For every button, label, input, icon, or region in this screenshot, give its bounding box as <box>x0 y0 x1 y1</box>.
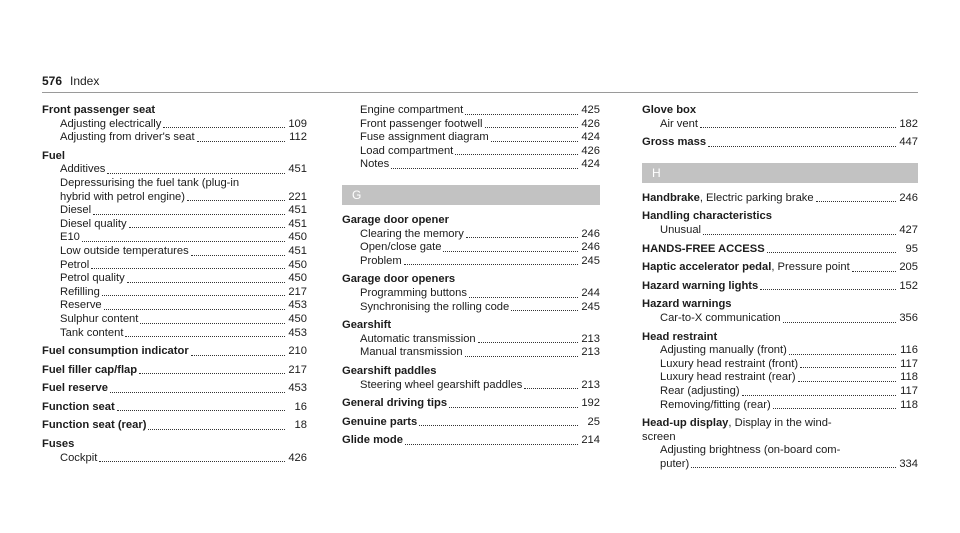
subentry-row <box>642 118 918 132</box>
subentry-row <box>342 255 600 269</box>
index-entry <box>642 261 918 275</box>
dot-leader <box>125 336 285 337</box>
page-ref: 453 <box>288 326 307 339</box>
subentry-text: Clearing the memory <box>360 227 464 240</box>
dot-leader <box>700 127 896 128</box>
page-ref: 426 <box>581 117 600 130</box>
subentry-text: Unusual <box>660 223 702 236</box>
subentry-text: Front passenger footwell <box>360 117 483 130</box>
dot-leader <box>742 395 896 396</box>
entry-heading: Handbrake <box>642 191 700 204</box>
page-ref: 109 <box>288 117 307 130</box>
entry-row <box>642 280 918 294</box>
entry-text <box>42 345 189 359</box>
entry-row <box>342 434 600 448</box>
subentry-row <box>342 346 600 360</box>
subentry-text: Petrol <box>60 258 90 271</box>
subentry-text: Fuse assignment diagram <box>360 131 489 144</box>
index-entry <box>642 243 918 257</box>
dot-leader <box>511 310 578 311</box>
subentry-row <box>342 131 600 145</box>
dot-leader <box>816 201 896 202</box>
dot-leader <box>117 410 285 411</box>
page-ref: 118 <box>900 398 918 411</box>
entry-heading: Fuel <box>42 149 65 162</box>
dot-leader <box>191 255 285 256</box>
index-entry <box>342 397 600 411</box>
dot-leader <box>783 322 896 323</box>
subentry-row <box>642 358 918 372</box>
subentry-row <box>642 312 918 326</box>
page-ref: 116 <box>900 344 918 357</box>
entry-heading: Genuine parts <box>342 415 418 428</box>
subentry-row <box>42 452 307 466</box>
entry-heading: Glove box <box>642 104 697 116</box>
page-ref: 217 <box>288 363 307 376</box>
dot-leader <box>391 168 578 169</box>
dot-leader <box>404 264 578 265</box>
page-ref: 18 <box>294 419 307 432</box>
page-ref: 182 <box>899 117 918 130</box>
letter-divider: G <box>342 185 600 205</box>
entry-heading: Garage door openers <box>342 273 456 286</box>
subentry-row <box>642 399 918 413</box>
dot-leader <box>469 297 578 298</box>
dot-leader <box>99 461 285 462</box>
dot-leader <box>129 227 285 228</box>
entry-heading: Haptic accelerator pedal <box>642 261 772 274</box>
entry-heading-line <box>342 319 600 333</box>
entry-text <box>42 382 108 396</box>
page-ref: 213 <box>581 378 600 391</box>
entry-text <box>642 280 758 294</box>
entry-row <box>642 243 918 257</box>
index-entry <box>42 150 307 340</box>
subentry-row <box>642 385 918 399</box>
entry-heading-suffix: , Display in the wind- <box>728 417 832 430</box>
page-ref: 356 <box>899 311 918 324</box>
subentry-row <box>42 327 307 341</box>
subentry-text: E10 <box>60 231 80 244</box>
dot-leader <box>93 214 285 215</box>
entry-text <box>642 192 814 206</box>
subentry-text: Adjusting brightness (on-board com- <box>660 444 841 457</box>
dot-leader <box>110 392 285 393</box>
subentry-text: Additives <box>60 163 106 176</box>
entry-row <box>642 192 918 206</box>
subentry-row <box>342 145 600 159</box>
index-entry <box>42 382 307 396</box>
dot-leader <box>140 323 285 324</box>
page-ref: 451 <box>288 163 307 176</box>
entry-heading: Fuel consumption indicator <box>42 345 189 358</box>
entry-text <box>42 419 146 433</box>
dot-leader <box>197 141 285 142</box>
dot-leader <box>760 289 896 290</box>
index-entry <box>42 438 307 465</box>
entry-heading: Hazard warnings <box>642 298 732 311</box>
index-entry <box>642 298 918 325</box>
dot-leader <box>485 127 578 128</box>
index-entry <box>342 365 600 392</box>
page-ref: 213 <box>581 332 600 345</box>
dot-leader <box>767 252 896 253</box>
dot-leader <box>104 309 285 310</box>
entry-text <box>342 397 447 411</box>
page-ref: 451 <box>288 244 307 257</box>
page-ref: 450 <box>288 258 307 271</box>
page-ref: 117 <box>900 357 918 370</box>
entry-heading-line <box>642 298 918 312</box>
page-ref: 451 <box>288 204 307 217</box>
page-ref: 450 <box>288 231 307 244</box>
subentry-text: Adjusting from driver's seat <box>60 131 195 144</box>
entry-heading: Fuel reserve <box>42 382 108 395</box>
page-ref: 16 <box>294 400 307 413</box>
index-entry <box>342 416 600 430</box>
dot-leader <box>466 237 578 238</box>
entry-heading: Function seat (rear) <box>42 419 147 432</box>
page-ref: 221 <box>288 190 307 203</box>
page-ref: 112 <box>289 131 307 144</box>
subentry-text: Load compartment <box>360 144 454 157</box>
subentry-text: Petrol quality <box>60 272 125 285</box>
entry-heading: Head restraint <box>642 330 718 343</box>
entry-heading-continuation: screen <box>642 430 676 443</box>
dot-leader <box>708 146 896 147</box>
dot-leader <box>82 241 285 242</box>
page-ref: 117 <box>900 384 918 397</box>
subentry-text: Depressurising the fuel tank (plug-in <box>60 176 240 189</box>
subentry-text: hybrid with petrol engine) <box>60 190 185 203</box>
header-rule <box>42 92 918 93</box>
subentry-row <box>42 313 307 327</box>
entry-heading: Head-up display <box>642 417 729 430</box>
subentry-text: Notes <box>360 158 390 171</box>
entry-row <box>642 261 918 275</box>
index-entry <box>42 345 307 359</box>
subentry-text: Refilling <box>60 285 100 298</box>
subentry-text: Air vent <box>660 117 698 130</box>
subentry-text: Luxury head restraint (rear) <box>660 371 796 384</box>
subentry-text: Automatic transmission <box>360 332 476 345</box>
subentry-row <box>342 301 600 315</box>
page-ref: 453 <box>288 382 307 395</box>
page-ref: 424 <box>581 158 600 171</box>
subentry-row <box>342 333 600 347</box>
entry-heading: General driving tips <box>342 397 448 410</box>
page-ref: 451 <box>288 217 307 230</box>
entry-text <box>342 434 403 448</box>
subentry-row <box>342 228 600 242</box>
subentry-text: Car-to-X communication <box>660 311 781 324</box>
page-ref: 205 <box>899 261 918 274</box>
entry-heading: Hazard warning lights <box>642 279 759 292</box>
index-entry <box>642 280 918 294</box>
subentry-text: Cockpit <box>60 451 98 464</box>
subentry-row <box>42 231 307 245</box>
subentry-text: Adjusting manually (front) <box>660 344 787 357</box>
subentry-text: Low outside temperatures <box>60 244 189 257</box>
subentry-text: Programming buttons <box>360 286 467 299</box>
entry-heading: Front passenger seat <box>42 104 156 116</box>
subentry-row <box>642 458 918 472</box>
entry-heading-line <box>342 273 600 287</box>
dot-leader <box>465 356 578 357</box>
dot-leader <box>191 355 285 356</box>
page-ref: 95 <box>905 242 918 255</box>
dot-leader <box>703 234 896 235</box>
subentry-text: Tank content <box>60 326 124 339</box>
subentry-row <box>42 131 307 145</box>
page-ref: 450 <box>288 312 307 325</box>
subentry-text: Manual transmission <box>360 346 463 359</box>
subentry-row <box>42 245 307 259</box>
dot-leader <box>102 295 285 296</box>
page-ref: 246 <box>581 241 600 254</box>
subentry-text: Luxury head restraint (front) <box>660 357 799 370</box>
subentry-text: Rear (adjusting) <box>660 384 740 397</box>
page-ref: 427 <box>899 223 918 236</box>
dot-leader <box>524 388 578 389</box>
subentry-row <box>642 344 918 358</box>
page-ref: 425 <box>581 104 600 116</box>
page-header <box>42 70 918 94</box>
index-entry <box>642 417 918 471</box>
dot-leader <box>91 268 285 269</box>
page-ref: 424 <box>581 131 600 144</box>
entry-heading: Gearshift <box>342 319 392 332</box>
dot-leader <box>798 381 896 382</box>
subentry-row <box>642 371 918 385</box>
dot-leader <box>127 282 285 283</box>
dot-leader <box>465 114 578 115</box>
subentry-text: Steering wheel gearshift paddles <box>360 378 523 391</box>
page-ref: 192 <box>581 397 600 410</box>
subentry-text: Adjusting electrically <box>60 117 162 130</box>
index-entry <box>42 401 307 415</box>
entry-heading-line <box>42 438 307 452</box>
entry-row <box>42 382 307 396</box>
page-ref: 426 <box>581 144 600 157</box>
dot-leader <box>107 173 285 174</box>
entry-text <box>642 261 850 275</box>
entry-row <box>342 397 600 411</box>
dot-leader <box>148 429 285 430</box>
entry-heading-suffix: , Electric parking brake <box>699 191 814 204</box>
subentry-text: Engine compartment <box>360 104 464 116</box>
entry-heading: Handling characteristics <box>642 210 772 223</box>
subentry-row <box>42 204 307 218</box>
index-entry <box>642 210 918 237</box>
dot-leader <box>163 127 285 128</box>
entry-heading: Garage door opener <box>342 213 449 226</box>
subentry-row <box>42 118 307 132</box>
page-ref: 450 <box>288 272 307 285</box>
dot-leader <box>455 154 578 155</box>
dot-leader <box>852 271 896 272</box>
subentry-row <box>42 272 307 286</box>
entry-heading-line <box>342 365 600 379</box>
page-ref: 210 <box>288 345 307 358</box>
page-ref: 25 <box>587 415 600 428</box>
dot-leader <box>478 342 578 343</box>
dot-leader <box>449 407 578 408</box>
index-entry <box>42 419 307 433</box>
subentry-text: Diesel quality <box>60 217 127 230</box>
entry-heading: Function seat <box>42 400 115 413</box>
index-entry <box>342 319 600 360</box>
index-entry <box>42 104 307 145</box>
index-entry <box>342 104 600 172</box>
index-column-3 <box>642 104 918 476</box>
subentry-row <box>42 191 307 205</box>
dot-leader <box>443 251 578 252</box>
page-ref: 118 <box>900 371 918 384</box>
subentry-row <box>342 104 600 118</box>
entry-row <box>42 401 307 415</box>
subentry-text: Problem <box>360 254 402 267</box>
dot-leader <box>789 354 896 355</box>
dot-leader <box>187 200 285 201</box>
entry-heading-line <box>642 210 918 224</box>
subentry-row <box>42 259 307 273</box>
dot-leader <box>800 367 896 368</box>
index-entry <box>342 434 600 448</box>
entry-heading: HANDS-FREE ACCESS <box>642 242 765 255</box>
page-ref: 245 <box>581 254 600 267</box>
entry-heading: Gearshift paddles <box>342 364 437 377</box>
entry-heading-line <box>642 417 918 431</box>
dot-leader <box>691 467 896 468</box>
subentry-row <box>42 163 307 177</box>
entry-text <box>42 364 137 378</box>
entry-text <box>642 136 706 150</box>
subentry-text: Diesel <box>60 204 92 217</box>
entry-heading-line <box>42 150 307 164</box>
index-column-2 <box>342 104 600 453</box>
subentry-row <box>42 286 307 300</box>
page-ref: 447 <box>899 136 918 149</box>
subentry-text: Reserve <box>60 299 102 312</box>
subentry-row <box>342 118 600 132</box>
entry-heading-suffix: , Pressure point <box>771 261 850 274</box>
dot-leader <box>405 444 578 445</box>
entry-heading: Glide mode <box>342 434 403 447</box>
page-ref: 245 <box>581 300 600 313</box>
page-ref: 214 <box>581 434 600 447</box>
page-number: 576 <box>42 74 63 88</box>
dot-leader <box>773 408 896 409</box>
dot-leader <box>139 373 285 374</box>
entry-row <box>342 416 600 430</box>
index-entry <box>642 104 918 131</box>
entry-heading: Fuses <box>42 438 75 451</box>
subentry-row <box>42 299 307 313</box>
index-entry <box>342 273 600 314</box>
index-entry <box>642 136 918 150</box>
subentry-text: Sulphur content <box>60 312 139 325</box>
page-ref: 453 <box>288 299 307 312</box>
letter-divider: H <box>642 163 918 183</box>
page-title: Index <box>70 74 100 88</box>
subentry-row <box>342 287 600 301</box>
index-column-1 <box>42 104 307 470</box>
entry-heading: Gross mass <box>642 136 707 149</box>
page-ref: 246 <box>899 191 918 204</box>
index-entry <box>642 331 918 413</box>
page-ref: 152 <box>899 279 918 292</box>
entry-row <box>42 345 307 359</box>
page-ref: 244 <box>581 286 600 299</box>
subentry-row <box>642 224 918 238</box>
page-ref: 334 <box>899 457 918 470</box>
index-entry <box>642 192 918 206</box>
entry-heading-line <box>42 104 307 118</box>
subentry-row <box>42 218 307 232</box>
entry-heading: Fuel filler cap/flap <box>42 363 138 376</box>
subentry-text: Open/close gate <box>360 241 442 254</box>
page-ref: 217 <box>288 285 307 298</box>
entry-row <box>42 419 307 433</box>
page-ref: 213 <box>581 346 600 359</box>
subentry-text: Synchronising the rolling code <box>360 300 510 313</box>
entry-text <box>342 416 417 430</box>
entry-heading-line <box>642 331 918 345</box>
dot-leader <box>419 425 578 426</box>
subentry-row <box>342 241 600 255</box>
entry-text <box>642 243 765 257</box>
entry-row <box>642 136 918 150</box>
entry-text <box>42 401 115 415</box>
entry-row <box>42 364 307 378</box>
subentry-text: puter) <box>660 457 690 470</box>
index-entry <box>342 214 600 268</box>
entry-heading-line <box>642 104 918 118</box>
subentry-row <box>342 158 600 172</box>
page-ref: 426 <box>288 451 307 464</box>
subentry-text: Removing/fitting (rear) <box>660 398 771 411</box>
index-entry <box>42 364 307 378</box>
dot-leader <box>491 141 578 142</box>
subentry-row <box>342 379 600 393</box>
entry-heading-line <box>342 214 600 228</box>
page-ref: 246 <box>581 227 600 240</box>
